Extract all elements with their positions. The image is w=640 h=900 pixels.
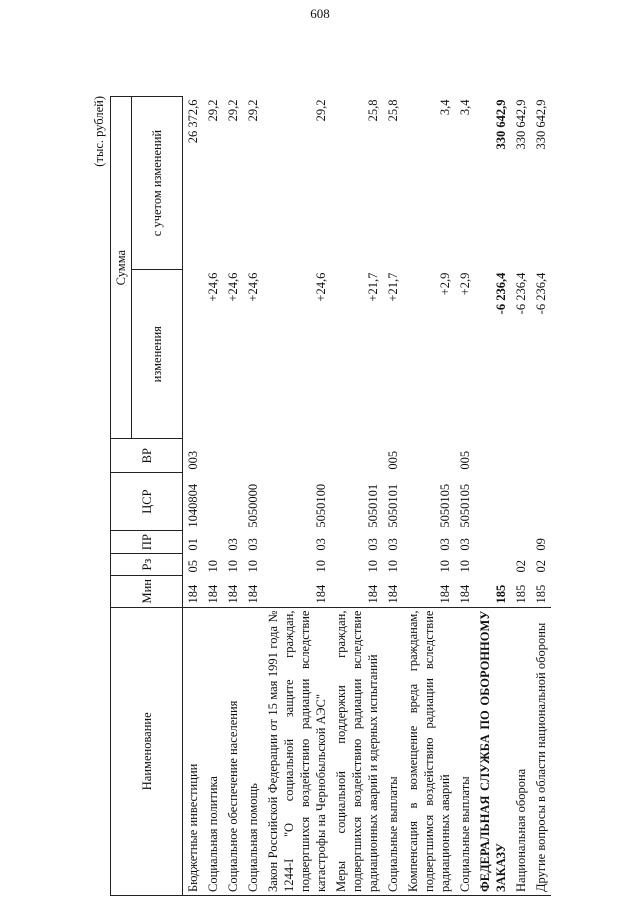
row-total: 330 642,9 [514,99,528,150]
row-csr: 5050000 [246,483,260,528]
row-vr [243,439,263,473]
row-pr: 03 [226,538,240,551]
row-csr: 5050105 [458,483,472,528]
row-rz: 10 [246,560,260,573]
row-vr [475,439,511,473]
row-min: 184 [186,584,200,604]
row-vr: 003 [186,450,200,470]
row-csr [203,473,223,531]
row-min: 184 [386,584,400,604]
row-csr [531,473,551,531]
header-csr: ЦСР [111,473,183,531]
row-change: +2,9 [458,272,472,296]
page-number: 608 [310,6,330,21]
table-row [511,97,531,896]
units-label: (тыс. рублей) [92,96,106,167]
row-min: 185 [494,584,508,604]
row-csr [223,473,243,531]
row-csr: 5050105 [438,483,452,528]
row-pr: 01 [186,538,200,551]
row-rz: 10 [206,560,220,573]
row-name: Национальная оборона [511,607,531,895]
header-min: Мин [111,576,183,608]
row-name: Компенсация в возмещение вреда гражданам, подвергшимся воздействию радиации вследствие радиационных аварий [403,607,455,895]
row-name: Социальная политика [203,607,223,895]
row-total: 29,2 [226,99,240,122]
row-rz [475,554,511,576]
row-total: 25,8 [386,99,400,122]
row-change: +21,7 [386,272,400,302]
header-sum: Сумма [111,97,132,439]
row-csr: 5050101 [366,483,380,528]
row-vr [511,439,531,473]
row-min: 184 [458,584,472,604]
row-rz: 10 [226,560,240,573]
header-vr: ВР [111,439,183,473]
header-pr: ПР [111,531,183,554]
header-name: Наименование [111,607,183,895]
row-change: +24,6 [246,272,260,302]
row-vr [331,439,383,473]
row-rz: 10 [438,560,452,573]
table-row [331,97,383,896]
row-change: +24,6 [206,272,220,302]
table-row [243,97,263,896]
row-vr [263,439,331,473]
row-csr [475,473,511,531]
table-row [263,97,331,896]
row-min: 184 [366,584,380,604]
row-total: 3,4 [458,99,472,116]
budget-table [110,96,551,896]
row-name: Социальное обеспечение населения [223,607,243,895]
row-total: 330 642,9 [494,99,508,150]
row-vr [203,439,223,473]
row-min: 184 [226,584,240,604]
row-total: 29,2 [246,99,260,122]
row-pr [203,531,223,554]
row-pr [511,531,531,554]
row-vr [223,439,243,473]
row-total: 3,4 [438,99,452,116]
table-row [203,97,223,896]
row-rz: 10 [366,560,380,573]
row-name: Социальная помощь [243,607,263,895]
row-pr: 03 [366,538,380,551]
row-csr: 5050101 [386,483,400,528]
row-min: 184 [438,584,452,604]
row-csr: 1040804 [186,483,200,528]
row-pr: 03 [458,538,472,551]
row-rz: 10 [314,560,328,573]
row-change: +24,6 [314,272,328,302]
row-change: +24,6 [226,272,240,302]
row-vr: 005 [386,450,400,470]
table-row [183,97,204,896]
row-total: 29,2 [314,99,328,122]
row-min: 185 [534,584,548,604]
row-total: 29,2 [206,99,220,122]
row-name: Меры социальной поддержки граждан, подвергшихся воздействию радиации вследствие радиационных аварий и ядерных испытаний [331,607,383,895]
row-csr: 5050100 [314,483,328,528]
row-change: +2,9 [438,272,452,296]
table-row [455,97,475,896]
row-rz: 10 [458,560,472,573]
row-change: +21,7 [366,272,380,302]
row-name: Бюджетные инвестиции [183,607,204,895]
row-name: Другие вопросы в области национальной обороны [531,607,551,895]
row-name: ФЕДЕРАЛЬНАЯ СЛУЖБА ПО ОБОРОННОМУ ЗАКАЗУ [475,607,511,895]
row-change [183,270,204,439]
row-pr [475,531,511,554]
row-name: Социальные выплаты [455,607,475,895]
header-change: изменения [132,270,183,439]
row-change: -6 236,4 [534,272,548,315]
table-header [111,97,183,896]
row-rz: 02 [514,560,528,573]
row-rz: 05 [186,560,200,573]
row-change: -6 236,4 [494,272,508,315]
rotated-sheet [92,96,592,896]
row-name: Закон Российской Федерации от 15 мая 1991 года № 1244-I "О социальной защите граждан, подвергшихся воздействию радиации вследствие катастрофы на Чернобыльской АЭС" [263,607,331,895]
row-min: 185 [514,584,528,604]
table-row [531,97,551,896]
row-pr: 03 [314,538,328,551]
row-pr: 09 [534,538,548,551]
row-vr [403,439,455,473]
table-row [223,97,243,896]
row-vr: 005 [458,450,472,470]
row-min: 184 [314,584,328,604]
row-total: 26 372,6 [186,99,200,144]
table-row [403,97,455,896]
row-total: 25,8 [366,99,380,122]
row-rz: 10 [386,560,400,573]
row-pr: 03 [246,538,260,551]
row-name: Социальные выплаты [383,607,403,895]
row-pr: 03 [438,538,452,551]
header-rz: Рз [111,554,183,576]
row-pr: 03 [386,538,400,551]
row-csr [511,473,531,531]
row-change: -6 236,4 [514,272,528,315]
row-min: 184 [206,584,220,604]
row-total: 330 642,9 [534,99,548,150]
row-vr [531,439,551,473]
table-row [383,97,403,896]
row-rz: 02 [534,560,548,573]
row-min: 184 [246,584,260,604]
table-row [475,97,511,896]
header-total: с учетом изменений [132,97,183,270]
table-body [183,97,552,896]
